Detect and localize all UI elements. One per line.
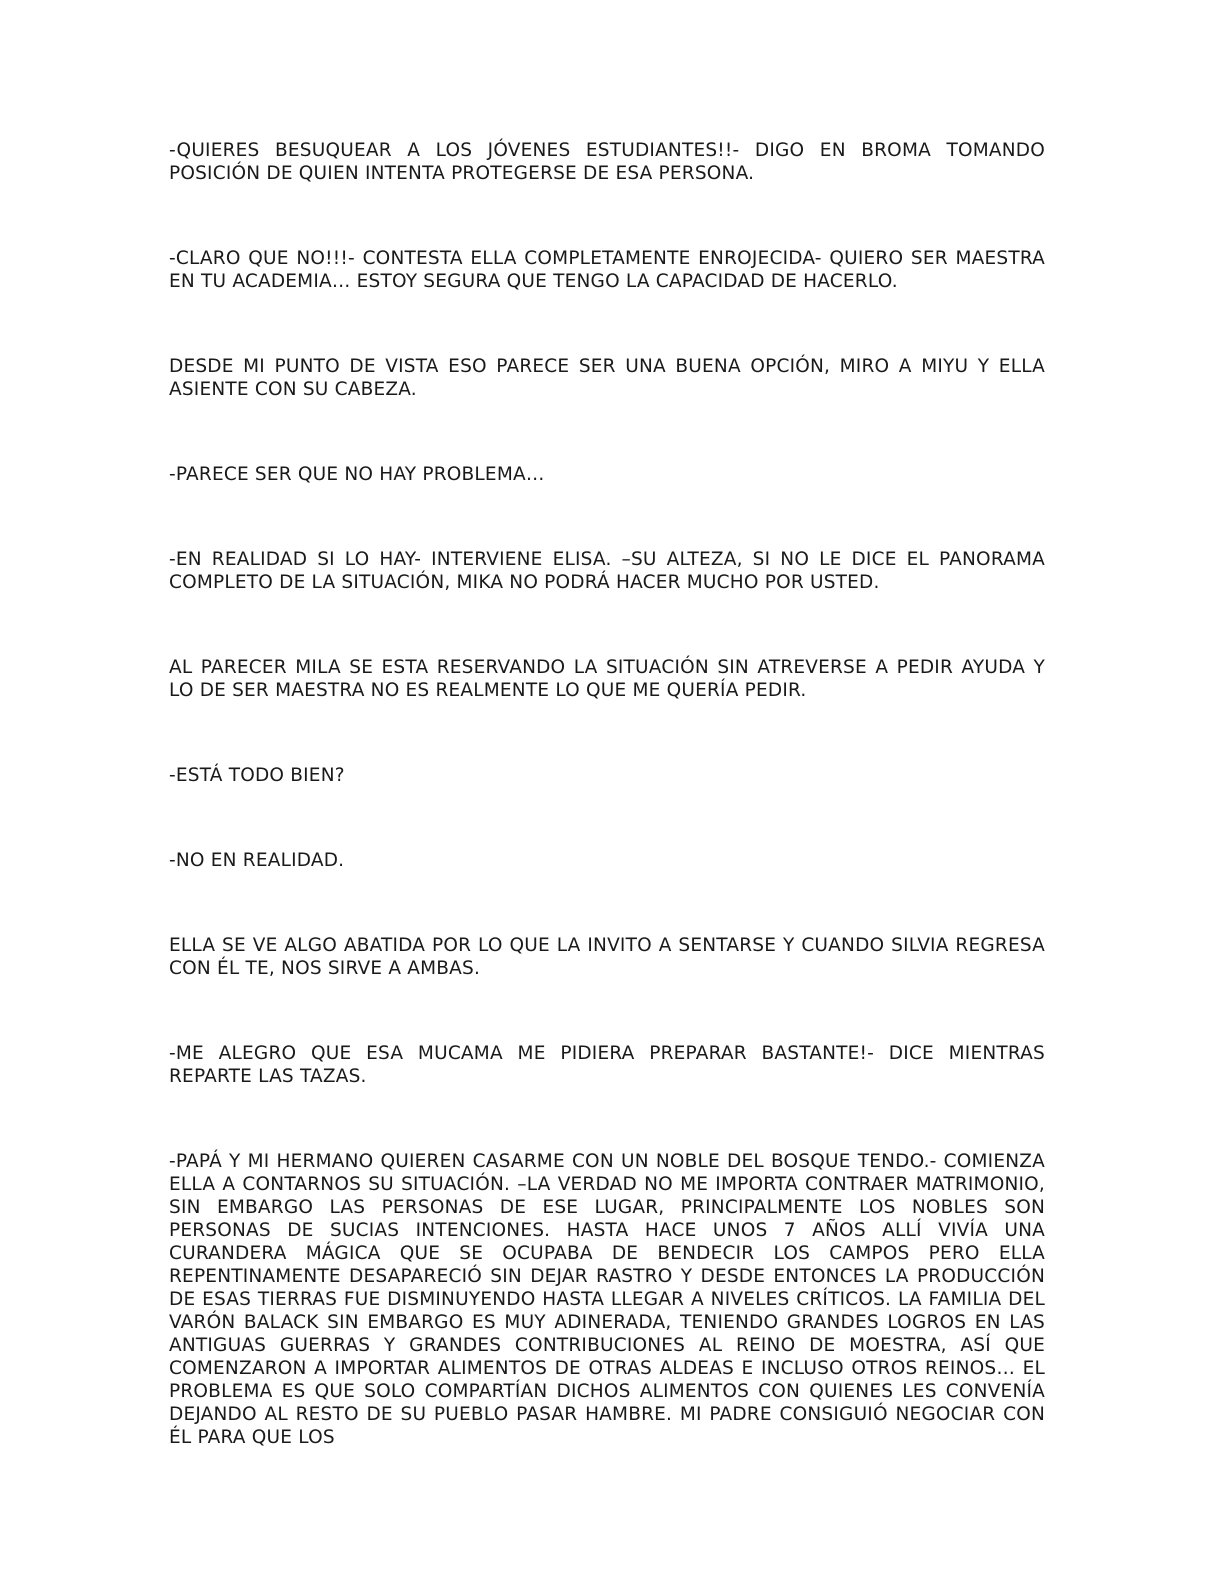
- paragraph-6: AL PARECER MILA SE ESTA RESERVANDO LA SITUACIÓN SIN ATREVERSE A PEDIR AYUDA Y LO DE SER MAESTRA NO ES REALMENTE LO QUE ME QUERÍA PEDIR.: [169, 657, 1045, 701]
- paragraph-5: -EN REALIDAD SI LO HAY- INTERVIENE ELISA. –SU ALTEZA, SI NO LE DICE EL PANORAMA COMPLETO DE LA SITUACIÓN, MIKA NO PODRÁ HACER MUCHO POR USTED.: [169, 549, 1045, 593]
- text-body: [169, 139, 1045, 1449]
- paragraph-9: ELLA SE VE ALGO ABATIDA POR LO QUE LA INVITO A SENTARSE Y CUANDO SILVIA REGRESA CON ÉL TE, NOS SIRVE A AMBAS.: [169, 935, 1045, 979]
- paragraph-3: DESDE MI PUNTO DE VISTA ESO PARECE SER UNA BUENA OPCIÓN, MIRO A MIYU Y ELLA ASIENTE CON SU CABEZA.: [169, 356, 1045, 400]
- paragraph-7: -ESTÁ TODO BIEN?: [169, 765, 345, 786]
- paragraph-11: -PAPÁ Y MI HERMANO QUIEREN CASARME CON UN NOBLE DEL BOSQUE TENDO.- COMIENZA ELLA A CONTARNOS SU SITUACIÓN. –LA VERDAD NO ME IMPORTA CONTRAER MATRIMONIO, SIN EMBARGO LAS PERSONAS DE ESE LUGAR, PRINCIPALMENTE LOS NOBLES SON PERSONAS DE SUCIAS INTENCIONES. HASTA HACE UNOS 7 AÑOS ALLÍ VIVÍA UNA CURANDERA MÁGICA QUE SE OCUPABA DE BENDECIR LOS CAMPOS PERO ELLA REPENTINAMENTE DESAPARECIÓ SIN DEJAR RASTRO Y DESDE ENTONCES LA PRODUCCIÓN DE ESAS TIERRAS FUE DISMINUYENDO HASTA LLEGAR A NIVELES CRÍTICOS. LA FAMILIA DEL VARÓN BALACK SIN EMBARGO ES MUY ADINERADA, TENIENDO GRANDES LOGROS EN LAS ANTIGUAS GUERRAS Y GRANDES CONTRIBUCIONES AL REINO DE MOESTRA, ASÍ QUE COMENZARON A IMPORTAR ALIMENTOS DE OTRAS ALDEAS E INCLUSO OTROS REINOS… EL PROBLEMA ES QUE SOLO COMPARTÍAN DICHOS ALIMENTOS CON QUIENES LES CONVENÍA DEJANDO AL RESTO DE SU PUEBLO PASAR HAMBRE. MI PADRE CONSIGUIÓ NEGOCIAR CON ÉL PARA QUE LOS: [169, 1151, 1045, 1448]
- paragraph-10: -ME ALEGRO QUE ESA MUCAMA ME PIDIERA PREPARAR BASTANTE!- DICE MIENTRAS REPARTE LAS TAZAS.: [169, 1043, 1045, 1087]
- paragraph-8: -NO EN REALIDAD.: [169, 850, 345, 871]
- paragraph-4: -PARECE SER QUE NO HAY PROBLEMA…: [169, 464, 545, 485]
- paragraph-2: -CLARO QUE NO!!!- CONTESTA ELLA COMPLETAMENTE ENROJECIDA- QUIERO SER MAESTRA EN TU ACADEMIA… ESTOY SEGURA QUE TENGO LA CAPACIDAD DE HACERLO.: [169, 248, 1045, 292]
- paragraph-1: -QUIERES BESUQUEAR A LOS JÓVENES ESTUDIANTES!!- DIGO EN BROMA TOMANDO POSICIÓN DE QUIEN INTENTA PROTEGERSE DE ESA PERSONA.: [169, 140, 1045, 184]
